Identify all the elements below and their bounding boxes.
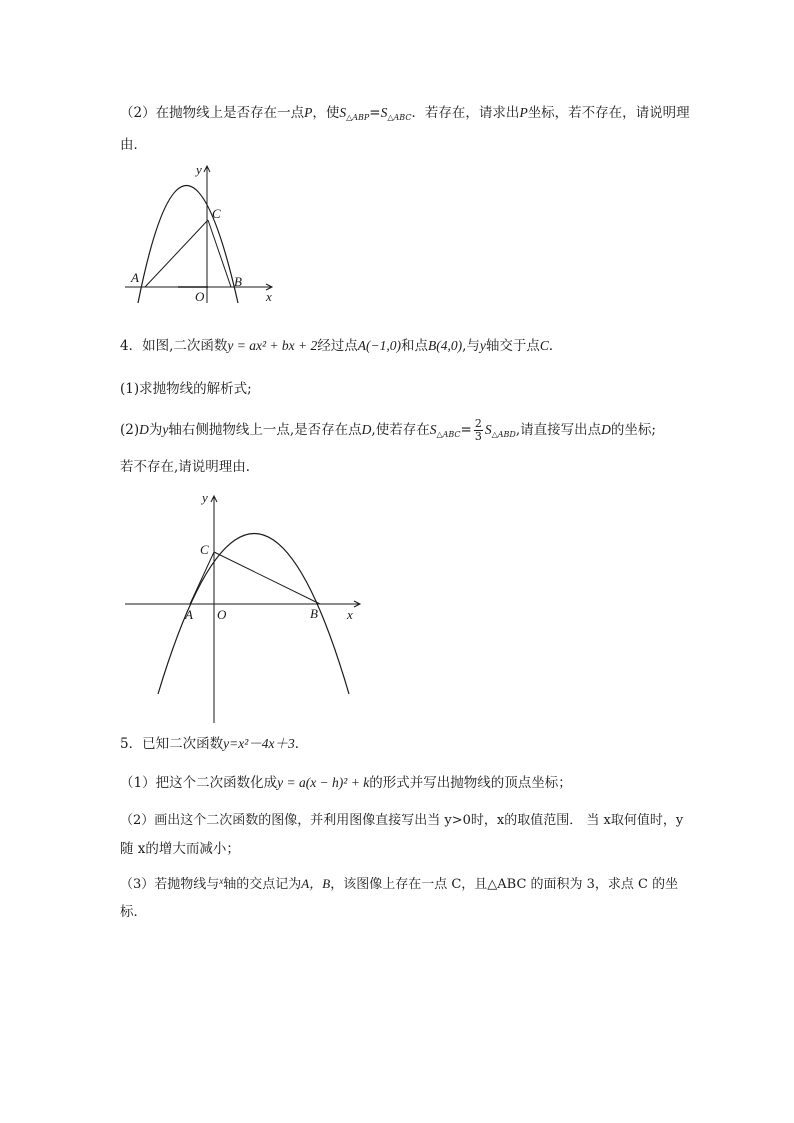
q5-intro: 5．已知二次函数y=x²－4x＋3．	[120, 736, 309, 752]
q5-part3-line2: 标．	[120, 904, 147, 920]
fig2-label-a: A	[185, 607, 193, 622]
q5-part2-line2: 随 x的增大而减小；	[120, 841, 240, 857]
figure-2	[120, 488, 370, 728]
fig2-segment-ac	[190, 552, 214, 604]
q3-part2-line2: 由．	[120, 137, 147, 153]
fig2-label-c: C	[200, 542, 209, 557]
fig1-label-o: O	[195, 289, 205, 304]
fig1-label-x: x	[266, 289, 272, 304]
q4-part2-line2: 若不存在,请说明理由．	[120, 459, 260, 475]
fig2-label-o: O	[217, 607, 227, 622]
q5-part2-line1: （2）画出这个二次函数的图像，并利用图像直接写出当 y>0时，x的取值范围． 当 x取何值时，y	[120, 813, 684, 828]
q5-part3-line1: （3）若抛物线与$^x$轴的交点记为A，B，该图像上存在一点 C，且△ABC 的面积为 3，求点 C 的坐	[120, 876, 679, 892]
fig2-label-y: y	[202, 490, 208, 505]
q5-part1: （1）把这个二次函数化成y = a(x − h)² + k的形式并写出抛物线的顶点坐标；	[120, 775, 572, 791]
fig1-label-y: y	[196, 162, 202, 177]
fig1-label-a: A	[131, 270, 139, 285]
q4-part2-line1: (2)D为y轴右侧抛物线上一点,是否存在点D,使若存在$S_{\triangle ABC}=$ $\frac{2}{3}$ $S_{\triangle ABD}$,请直接写出点D的坐标;	[120, 417, 656, 443]
fraction-two-thirds: $\frac{2}{3}$	[474, 417, 482, 443]
fig1-label-c: C	[212, 206, 221, 221]
q4-part1: (1)求抛物线的解析式;	[120, 381, 252, 397]
q4-intro: 4．如图,二次函数y = ax² + bx + 2经过点A(−1,0)和点B(4,0),与y轴交于点C．	[120, 338, 563, 354]
q3-part2-line1: （2）在抛物线上是否存在一点P，使$S_{\triangle ABP}=S_{\triangle ABC}$．若存在，请求出P坐标，若不存在，请说明理	[120, 105, 690, 122]
fig1-label-b: B	[234, 274, 242, 289]
fig1-parabola	[138, 186, 238, 304]
fig1-segment-cb	[208, 220, 231, 287]
fig2-label-x: x	[347, 607, 353, 622]
fig2-label-b: B	[310, 606, 318, 621]
fig1-segment-ac	[145, 220, 208, 287]
figure-1	[120, 158, 290, 308]
